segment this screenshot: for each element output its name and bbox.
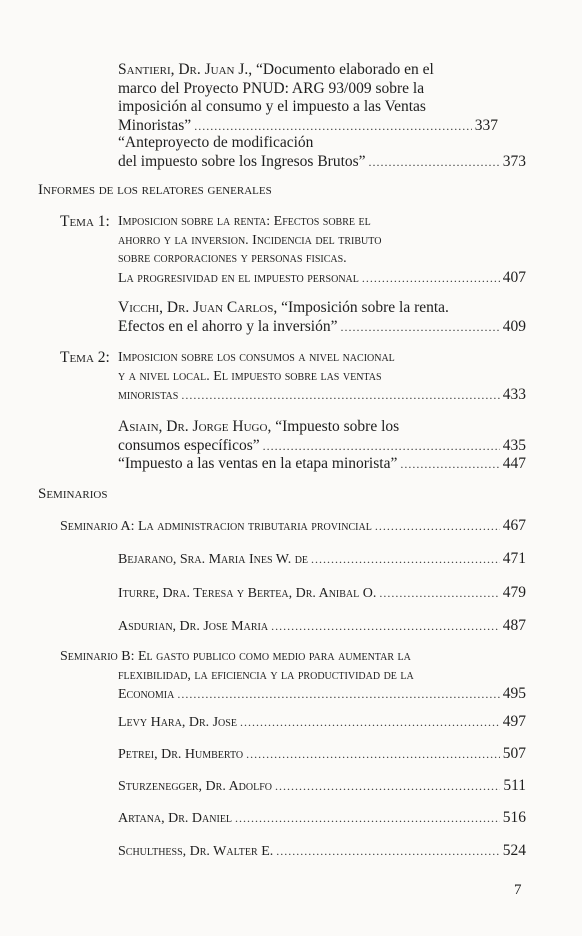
author-name: Schulthess, Dr. Walter E. <box>118 844 274 859</box>
dot-leader <box>177 685 499 703</box>
page-number: 409 <box>502 317 526 335</box>
tema-label: Tema 2: <box>60 349 110 366</box>
author-name: Iturre, Dra. Teresa y Bertea, Dr. Anibal O. <box>118 586 377 601</box>
dot-leader <box>181 386 499 404</box>
page-number: 487 <box>502 617 526 634</box>
page-number: 495 <box>502 685 526 702</box>
toc-entry-tema-2 <box>60 349 526 406</box>
dot-leader <box>276 842 500 860</box>
page-number: 435 <box>502 436 526 454</box>
toc-entry-seminario-b <box>60 648 526 705</box>
page-number: 447 <box>502 455 526 472</box>
page-number: 516 <box>502 809 526 826</box>
author-name: Petrei, Dr. Humberto <box>118 747 244 762</box>
entry-title-line: Seminario B: El gasto publico como medio para aumentar la <box>60 649 411 664</box>
toc-entry-petrei <box>118 745 526 765</box>
entry-title-line: “Anteproyecto de modificación <box>118 134 314 151</box>
toc-entry-asiain-2 <box>118 455 526 474</box>
toc-entry-asiain <box>118 418 526 455</box>
dot-leader <box>379 584 499 602</box>
entry-title-line: Minoristas” <box>118 116 192 134</box>
toc-entry-schulthess <box>118 842 526 862</box>
page-number: 497 <box>502 713 526 730</box>
toc-entry-bejarano <box>118 550 526 570</box>
page-number: 511 <box>503 777 526 794</box>
page-number: 433 <box>502 386 526 403</box>
page-number: 373 <box>502 152 526 170</box>
toc-entry-levy <box>118 713 526 733</box>
author-name: Artana, Dr. Daniel <box>118 811 233 826</box>
toc-entry-santieri <box>118 61 498 135</box>
toc-entry-iturre <box>118 584 526 604</box>
dot-leader <box>275 777 500 795</box>
author-name: Santieri, Dr. Juan J. <box>118 61 249 78</box>
author-name: Asdurian, Dr. Jose Maria <box>118 619 269 634</box>
entry-title-line: , “Documento elaborado en el <box>248 61 434 78</box>
entry-title-line: ahorro y la inversion. Incidencia del tributo <box>118 232 382 248</box>
entry-title-line: marco del Proyecto PNUD: ARG 93/009 sobre la <box>118 79 425 97</box>
author-name: Levy Hara, Dr. Jose <box>118 715 237 730</box>
entry-title-line: minoristas <box>118 388 179 403</box>
entry-title-line: del impuesto sobre los Ingresos Brutos” <box>118 152 366 170</box>
author-name: Asiain, Dr. Jorge Hugo <box>118 418 268 435</box>
entry-title-line: La progresividad en el impuesto personal <box>118 270 359 286</box>
toc-entry-vicchi <box>118 299 526 336</box>
dot-leader <box>194 117 472 135</box>
dot-leader <box>271 617 500 635</box>
dot-leader <box>235 809 500 827</box>
section-heading-informes: Informes de los relatores generales <box>38 182 272 198</box>
dot-leader <box>311 550 500 568</box>
entry-title-line: sobre corporaciones y personas fisicas. <box>118 251 347 266</box>
entry-title-line: Imposicion sobre la renta: Efectos sobre el <box>118 214 371 229</box>
page-number: 467 <box>502 517 526 534</box>
page-number: 479 <box>502 584 526 601</box>
entry-title-line: “Impuesto a las ventas en la etapa minorista” <box>118 455 398 472</box>
entry-title-line: consumos específicos” <box>118 436 260 454</box>
toc-entry-artana <box>118 809 526 829</box>
dot-leader <box>263 437 500 455</box>
toc-entry-sturzenegger <box>118 777 526 797</box>
dot-leader <box>362 269 500 287</box>
entry-title-line: , “Imposición sobre la renta. <box>273 299 449 316</box>
entry-title-line: Economia <box>118 687 175 702</box>
entry-title-line: , “Impuesto sobre los <box>267 418 400 435</box>
toc-entry-seminario-a <box>60 517 526 537</box>
entry-title-line: Efectos en el ahorro y la inversión” <box>118 317 338 335</box>
toc-entry-tema-1 <box>60 213 526 288</box>
author-name: Sturzenegger, Dr. Adolfo <box>118 779 273 794</box>
dot-leader <box>246 745 500 763</box>
dot-leader <box>240 713 500 731</box>
page-number: 407 <box>502 268 526 286</box>
entry-title-line: y a nivel local. El impuesto sobre las ventas <box>118 368 382 384</box>
toc-entry-santieri-2 <box>118 134 526 171</box>
dot-leader <box>400 455 499 473</box>
section-heading-seminarios: Seminarios <box>38 486 108 502</box>
dot-leader <box>369 153 500 171</box>
page-folio: 7 <box>514 882 522 898</box>
tema-label: Tema 1: <box>60 213 110 230</box>
author-name: Vicchi, Dr. Juan Carlos <box>118 299 274 316</box>
page-number: 337 <box>474 116 498 134</box>
dot-leader <box>375 517 500 535</box>
page-number: 471 <box>502 550 526 567</box>
dot-leader <box>341 318 500 336</box>
entry-title-line: Seminario A: La administracion tributaria provincial <box>60 519 372 534</box>
entry-title-line: flexibilidad, la eficiencia y la productividad de la <box>118 667 414 683</box>
toc-entry-asdurian <box>118 617 526 637</box>
author-name: Bejarano, Sra. Maria Ines W. de <box>118 552 309 567</box>
page-number: 524 <box>502 842 526 859</box>
page-number: 507 <box>502 745 526 762</box>
entry-title-line: imposición al consumo y el impuesto a las Ventas <box>118 98 426 115</box>
entry-title-line: Imposicion sobre los consumos a nivel nacional <box>118 350 395 365</box>
